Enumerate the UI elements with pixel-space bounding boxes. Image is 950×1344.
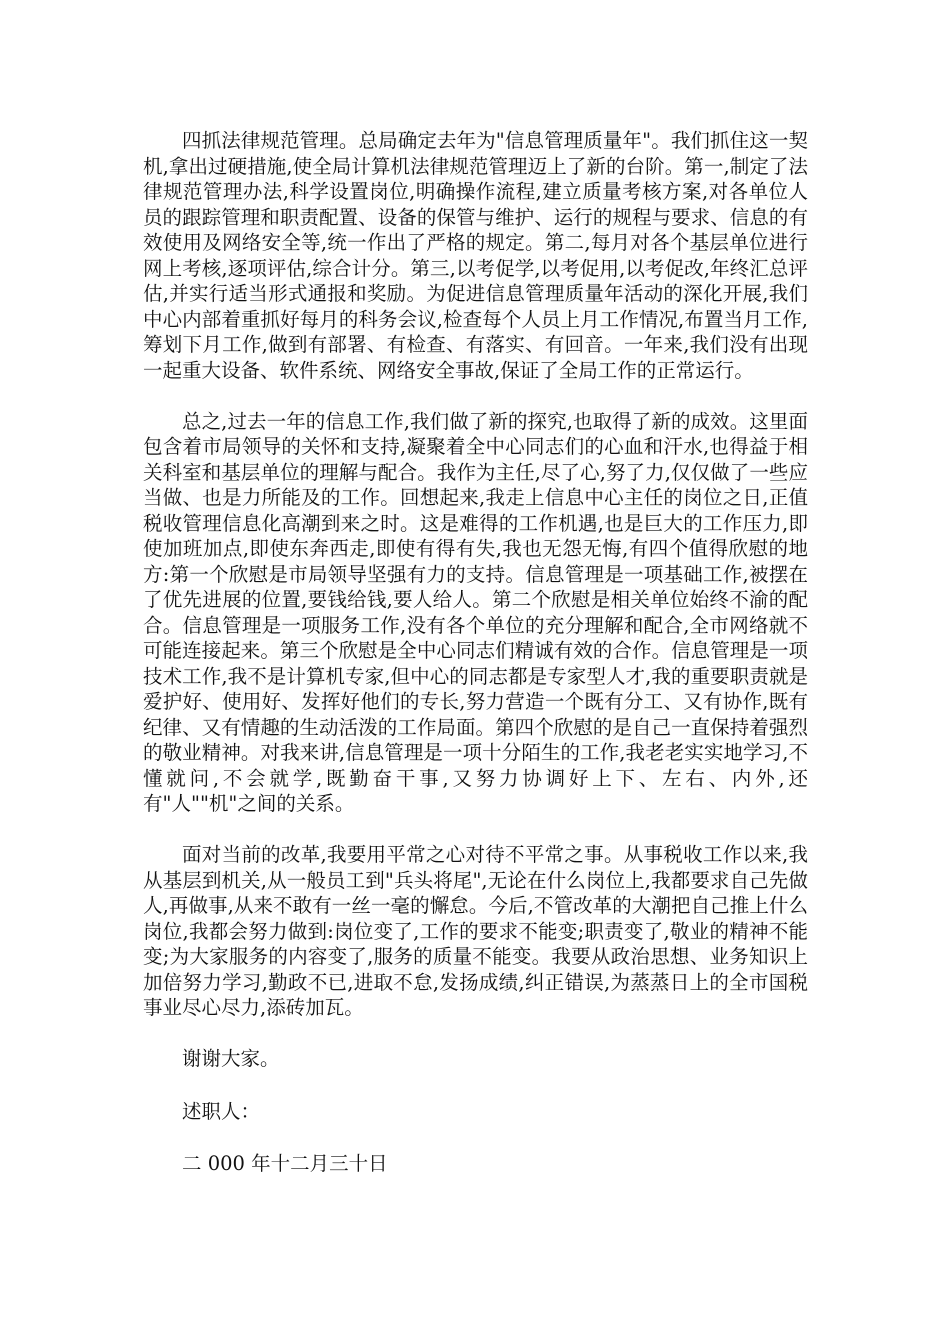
paragraph-reform: 面对当前的改革,我要用平常之心对待不平常之事。从事税收工作以来,我从基层到机关,从一般员工到"兵头将尾",无论在什么岗位上,我都要求自己先做人,再做事,从来不敢有一丝一毫的懈怠。今后,不管改革的大潮把自己推上什么岗位,我都会努力做到:岗位变了,工作的要求不能变;职责变了,敬业的精神不能变;为大家服务的内容变了,服务的质量不能变。我要从政治思想、业务知识上加倍努力学习,勤政不已,进取不怠,发扬成绩,纠正错误,为蒸蒸日上的全市国税事业尽心尽力,添砖加瓦。	[143, 843, 808, 1019]
signature-line: 述职人：	[182, 1099, 261, 1123]
document-body	[143, 128, 808, 1204]
paragraph-summary: 总之,过去一年的信息工作,我们做了新的探究,也取得了新的成效。这里面包含着市局领导的关怀和支持,凝聚着全中心同志们的心血和汗水,也得益于相关科室和基层单位的理解与配合。我作为主任,尽了心,努了力,仅仅做了一些应当做、也是力所能及的工作。回想起来,我走上信息中心主任的岗位之日,正值税收管理信息化高潮到来之时。这是难得的工作机遇,也是巨大的工作压力,即使加班加点,即使东奔西走,即使有得有失,我也无怨无悔,有四个值得欣慰的地方:第一个欣慰是市局领导坚强有力的支持。信息管理是一项基础工作,被摆在了优先进展的位置,要钱给钱,要人给人。第二个欣慰是相关单位始终不渝的配合。信息管理是一项服务工作,没有各个单位的充分理解和配合,全市网络就不可能连接起来。第三个欣慰是全中心同志们精诚有效的合作。信息管理是一项技术工作,我不是计算机专家,但中心的同志都是专家型人才,我的重要职责就是爱护好、使用好、发挥好他们的专长,努力营造一个既有分工、又有协作,既有纪律、又有情趣的生动活泼的工作局面。第四个欣慰的是自己一直保持着强烈的敬业精神。对我来讲,信息管理是一项十分陌生的工作,我老老实实地学习,不懂就问,不会就学,既勤奋干事,又努力协调好上下、左右、内外,还有"人""机"之间的关系。	[143, 409, 808, 815]
thanks-line: 谢谢大家。	[182, 1047, 280, 1070]
date-line: 二 000 年十二月三十日	[182, 1152, 388, 1175]
paragraph-legal-management: 四抓法律规范管理。总局确定去年为"信息管理质量年"。我们抓住这一契机,拿出过硬措施,使全局计算机法律规范管理迈上了新的台阶。第一,制定了法律规范管理办法,科学设置岗位,明确操作流程,建立质量考核方案,对各单位人员的跟踪管理和职责配置、设备的保管与维护、运行的规程与要求、信息的有效使用及网络安全等,统一作出了严格的规定。第二,每月对各个基层单位进行网上考核,逐项评估,综合计分。第三,以考促学,以考促用,以考促改,年终汇总评估,并实行适当形式通报和奖励。为促进信息管理质量年活动的深化开展,我们中心内部着重抓好每月的科务会议,检查每个人员上月工作情况,布置当月工作,筹划下月工作,做到有部署、有检查、有落实、有回音。一年来,我们没有出现一起重大设备、软件系统、网络安全事故,保证了全局工作的正常运行。	[143, 129, 808, 382]
